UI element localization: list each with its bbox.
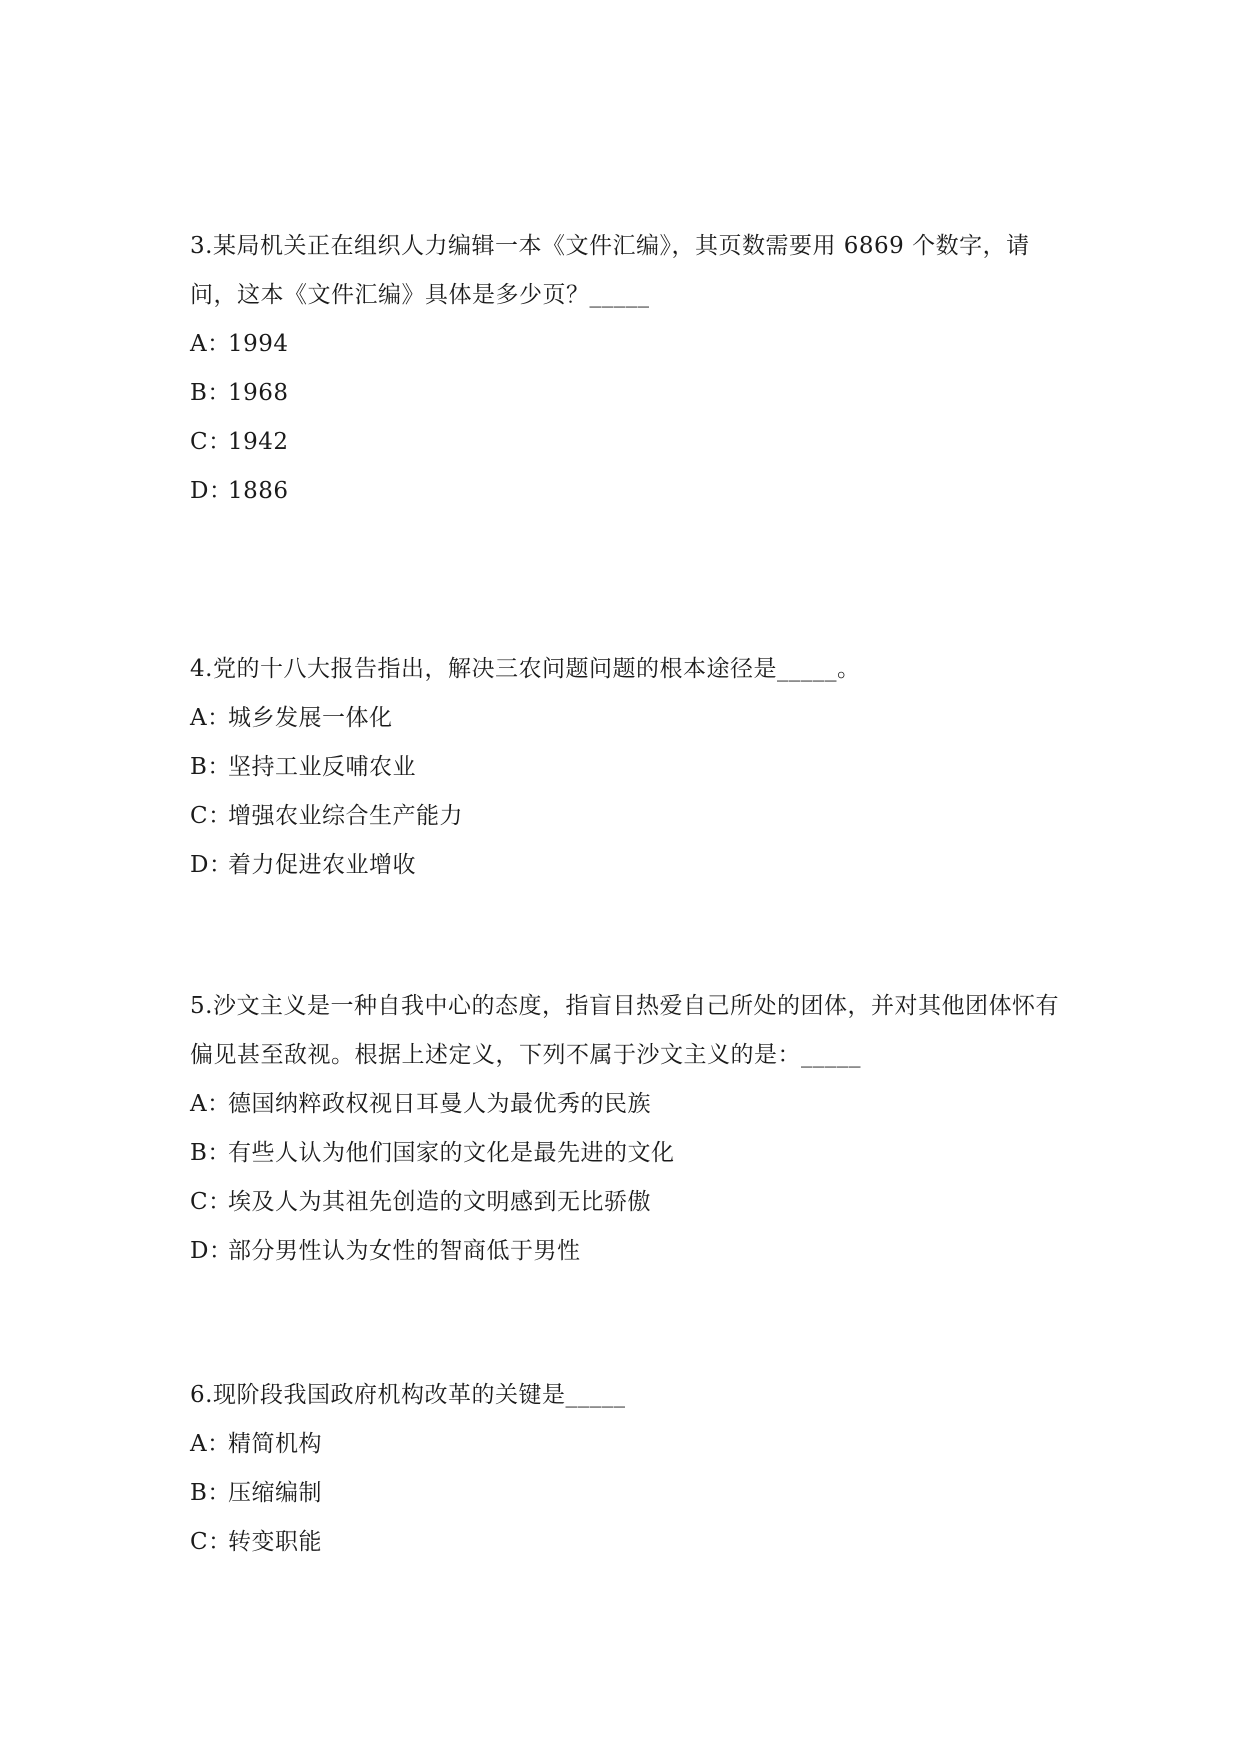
option-text: 1968 bbox=[228, 380, 289, 406]
option-d bbox=[190, 1227, 1070, 1276]
option-label: C： bbox=[190, 1529, 232, 1555]
option-text: 压缩编制 bbox=[228, 1480, 322, 1506]
option-c bbox=[190, 1178, 1070, 1227]
option-b bbox=[190, 369, 1070, 418]
question-4 bbox=[190, 645, 1070, 890]
option-d bbox=[190, 467, 1070, 516]
option-label: D： bbox=[190, 852, 233, 878]
option-text: 1994 bbox=[228, 331, 289, 357]
option-label: B： bbox=[190, 754, 231, 780]
option-label: A： bbox=[190, 1431, 231, 1457]
question-text: 6.现阶段我国政府机构改革的关键是_____ bbox=[190, 1382, 626, 1408]
option-c bbox=[190, 792, 1070, 841]
option-text: 德国纳粹政权视日耳曼人为最优秀的民族 bbox=[228, 1091, 651, 1117]
question-5 bbox=[190, 982, 1070, 1276]
option-label: A： bbox=[190, 331, 231, 357]
option-label: B： bbox=[190, 1140, 231, 1166]
option-a bbox=[190, 320, 1070, 369]
option-a bbox=[190, 1080, 1070, 1129]
option-d bbox=[190, 841, 1070, 890]
option-text: 转变职能 bbox=[228, 1529, 322, 1555]
option-text: 埃及人为其祖先创造的文明感到无比骄傲 bbox=[228, 1189, 651, 1215]
option-b bbox=[190, 1469, 1070, 1518]
option-text: 有些人认为他们国家的文化是最先进的文化 bbox=[228, 1140, 675, 1166]
option-text: 精简机构 bbox=[228, 1431, 322, 1457]
option-label: C： bbox=[190, 429, 232, 455]
option-text: 坚持工业反哺农业 bbox=[228, 754, 416, 780]
option-label: D： bbox=[190, 478, 233, 504]
option-label: A： bbox=[190, 705, 231, 731]
option-text: 部分男性认为女性的智商低于男性 bbox=[228, 1238, 581, 1264]
question-text: 3.某局机关正在组织人力编辑一本《文件汇编》，其页数需要用 6869 个数字，请问，这本《文件汇编》具体是多少页？_____ bbox=[190, 233, 1030, 308]
option-label: D： bbox=[190, 1238, 233, 1264]
option-b bbox=[190, 743, 1070, 792]
option-a bbox=[190, 694, 1070, 743]
option-text: 1886 bbox=[228, 478, 289, 504]
option-text: 城乡发展一体化 bbox=[228, 705, 393, 731]
option-a bbox=[190, 1420, 1070, 1469]
question-6 bbox=[190, 1371, 1070, 1567]
option-text: 着力促进农业增收 bbox=[228, 852, 416, 878]
option-label: C： bbox=[190, 803, 232, 829]
option-c bbox=[190, 418, 1070, 467]
option-b bbox=[190, 1129, 1070, 1178]
option-c bbox=[190, 1518, 1070, 1567]
option-text: 增强农业综合生产能力 bbox=[228, 803, 463, 829]
option-label: A： bbox=[190, 1091, 231, 1117]
option-text: 1942 bbox=[228, 429, 289, 455]
option-label: C： bbox=[190, 1189, 232, 1215]
option-label: B： bbox=[190, 380, 231, 406]
question-text: 5.沙文主义是一种自我中心的态度，指盲目热爱自己所处的团体，并对其他团体怀有偏见甚至敌视。根据上述定义，下列不属于沙文主义的是：_____ bbox=[190, 993, 1059, 1068]
option-label: B： bbox=[190, 1480, 231, 1506]
question-3 bbox=[190, 222, 1070, 516]
question-text: 4.党的十八大报告指出，解决三农问题问题的根本途径是_____。 bbox=[190, 656, 861, 682]
